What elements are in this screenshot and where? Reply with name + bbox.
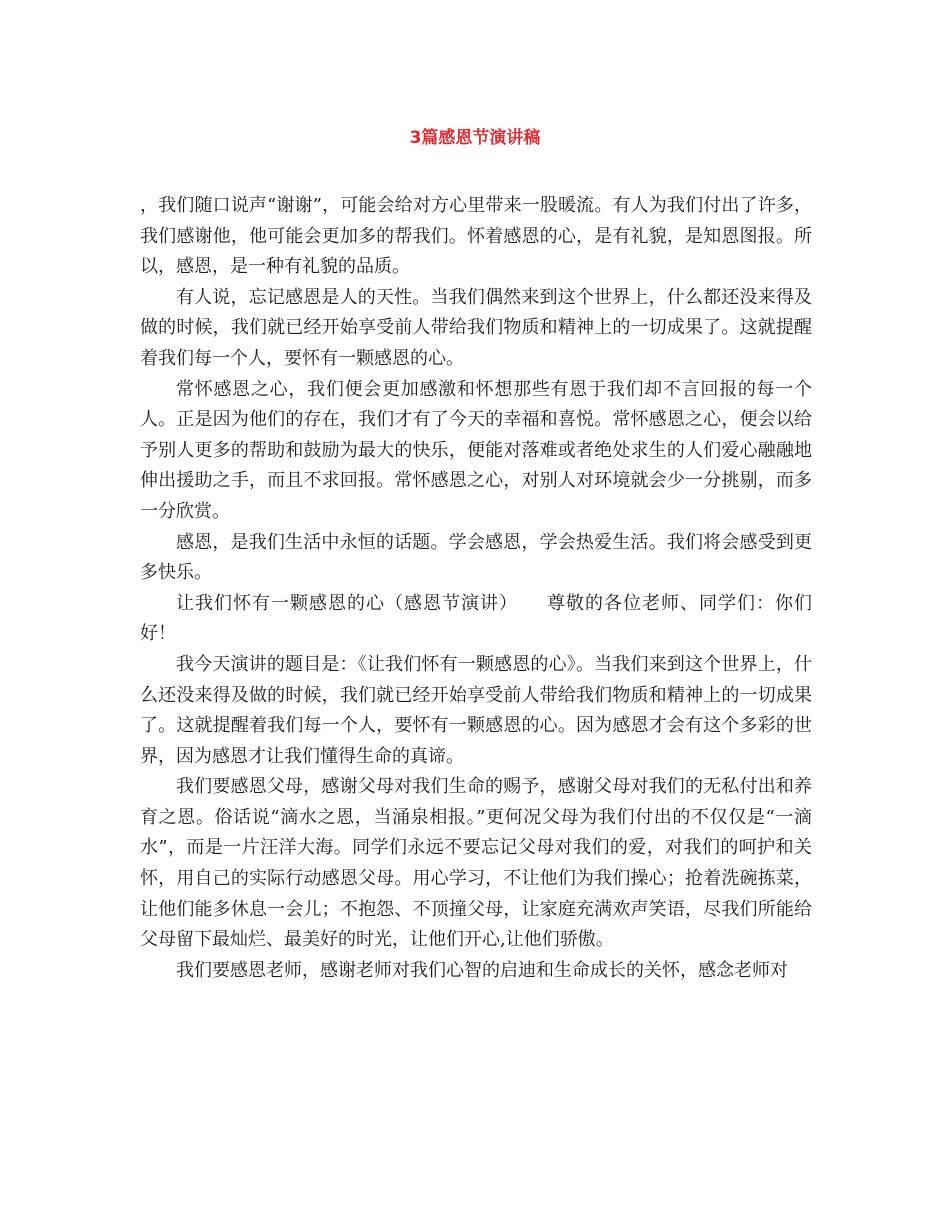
paragraph-2: 有人说，忘记感恩是人的天性。当我们偶然来到这个世界上，什么都还没来得及做的时候，我们就已经开始享受前人带给我们物质和精神上的一切成果了。这就提醒着我们每一个人，要怀有一颗感恩的心。 <box>140 286 812 369</box>
paragraph-5: 让我们怀有一颗感恩的心（感恩节演讲） 尊敬的各位老师、同学们：你们好！ <box>140 592 812 645</box>
paragraph-7: 我们要感恩父母，感谢父母对我们生命的赐予，感谢父母对我们的无私付出和养育之恩。俗话说“滴水之恩，当涌泉相报。”更何况父母为我们付出的不仅仅是“一滴水”，而是一片汪洋大海。同学们永远不要忘记父母对我们的爱，对我们的呵护和关怀，用自己的实际行动感恩父母。用心学习，不让他们为我们操心；抢着洗碗拣菜，让他们能多休息一会儿；不抱怨、不顶撞父母，让家庭充满欢声笑语，尽我们所能给父母留下最灿烂、最美好的时光，让他们开心,让他们骄傲。 <box>140 776 812 951</box>
paragraph-3: 常怀感恩之心，我们便会更加感激和怀想那些有恩于我们却不言回报的每一个人。正是因为他们的存在，我们才有了今天的幸福和喜悦。常怀感恩之心，便会以给予别人更多的帮助和鼓励为最大的快乐，便能对落难或者绝处求生的人们爱心融融地伸出援助之手，而且不求回报。常怀感恩之心，对别人对环境就会少一分挑剔，而多一分欣赏。 <box>140 378 812 522</box>
paragraph-8: 我们要感恩老师，感谢老师对我们心智的启迪和生命成长的关怀，感念老师对 <box>176 959 788 981</box>
paragraph-1: ，我们随口说声“谢谢”，可能会给对方心里带来一股暖流。有人为我们付出了许多，我们感谢他，他可能会更加多的帮我们。怀着感恩的心，是有礼貌，是知恩图报。所以，感恩，是一种有礼貌的品质。 <box>140 195 812 278</box>
document-body <box>140 191 812 986</box>
paragraph-4: 感恩，是我们生活中永恒的话题。学会感恩，学会热爱生活。我们将会感受到更多快乐。 <box>140 531 812 584</box>
document-title: 3篇感恩节演讲稿 <box>409 128 541 148</box>
paragraph-6: 我今天演讲的题目是：《让我们怀有一颗感恩的心》。当我们来到这个世界上，什么还没来得及做的时候，我们就已经开始享受前人带给我们物质和精神上的一切成果了。这就提醒着我们每一个人，要怀有一颗感恩的心。因为感恩才会有这个多彩的世界，因为感恩才让我们懂得生命的真谛。 <box>140 653 812 767</box>
